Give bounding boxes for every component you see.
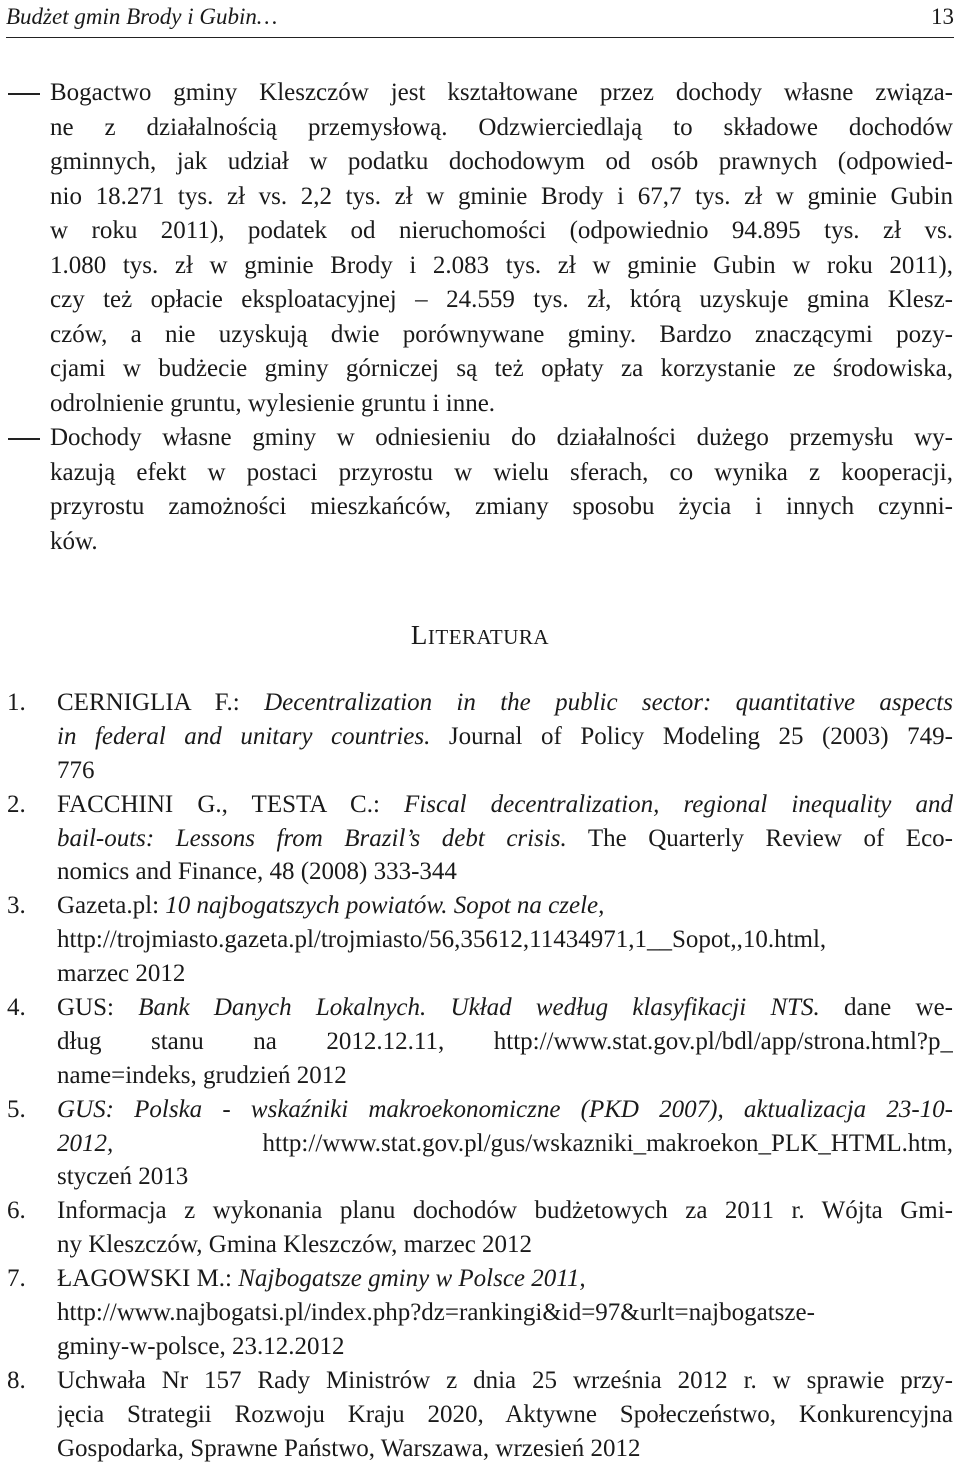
reference-number: 8. xyxy=(7,1366,26,1394)
text-line: przyrostu zamożności mieszkańców, zmiany sposobu życia i innych czynni- xyxy=(50,493,953,520)
dash-bullet xyxy=(8,93,40,95)
reference-url[interactable]: http://www.stat.gov.pl/gus/wskazniki_makroekon_PLK_HTML.htm, xyxy=(262,1129,953,1157)
body-text xyxy=(7,76,953,559)
text-line: czów, a nie uzyskują dwie porównywane gminy. Bardzo znaczącymi pozy- xyxy=(50,320,953,348)
text-line: name=indeks, grudzień 2012 xyxy=(57,1061,347,1089)
text-line: GUS: Bank Danych Lokalnych. Układ według klasyfikacji NTS. dane we- xyxy=(57,994,953,1022)
reference-number: 3. xyxy=(7,892,26,920)
text-line: gminy-w-polsce, 23.12.2012 xyxy=(57,1332,345,1360)
text-line: Bogactwo gminy Kleszczów jest kształtowane przez dochody własne związa- xyxy=(50,79,953,106)
text-line: ne z działalnością przemysłową. Odzwierciedlają to składowe dochodów xyxy=(50,113,953,141)
text-line: FACCHINI G., TESTA C.: Fiscal decentralization, regional inequality and xyxy=(57,790,953,818)
running-title: Budżet gmin Brody i Gubin… xyxy=(6,4,278,29)
text-line: czy też opłacie eksploatacyjnej – 24.559 tys. zł, którą uzyskuje gmina Klesz- xyxy=(50,286,953,313)
dash-item xyxy=(7,76,953,421)
page-number: 13 xyxy=(931,4,954,29)
text-line: Gospodarka, Sprawne Państwo, Warszawa, wrzesień 2012 xyxy=(57,1434,641,1462)
text-line: ŁAGOWSKI M.: Najbogatsze gminy w Polsce 2011, xyxy=(57,1265,586,1293)
text-line: Uchwała Nr 157 Rady Ministrów z dnia 25 września 2012 r. w sprawie przy- xyxy=(57,1366,953,1394)
reference-number: 4. xyxy=(7,994,26,1022)
reference-item xyxy=(7,991,953,1093)
text-line: kazują efekt w postaci przyrostu w wielu sferach, co wynika z kooperacji, xyxy=(50,458,953,486)
reference-number: 2. xyxy=(7,790,26,818)
text-line: Gazeta.pl: 10 najbogatszych powiatów. Sopot na czele, xyxy=(57,892,605,920)
text-line: cjami w budżecie gminy górniczej są też opłaty za korzystanie ze środowiska, xyxy=(50,355,953,382)
text-line: jęcia Strategii Rozwoju Kraju 2020, Aktywne Społeczeństwo, Konkurencyjna xyxy=(57,1400,953,1428)
reference-item xyxy=(7,1364,953,1465)
reference-number: 1. xyxy=(7,689,26,716)
text-line: GUS: Polska - wskaźniki makroekonomiczne (PKD 2007), aktualizacja 23-10- xyxy=(57,1095,953,1123)
text-line: 776 xyxy=(57,756,95,784)
text-line: odrolnienie gruntu, wylesienie gruntu i inne. xyxy=(50,389,496,417)
text-line: 2012, http://www.stat.gov.pl/gus/wskazniki_makroekon_PLK_HTML.htm, xyxy=(57,1129,953,1157)
dash-item xyxy=(7,421,953,559)
reference-number: 6. xyxy=(7,1197,26,1225)
text-line: ny Kleszczów, Gmina Kleszczów, marzec 2012 xyxy=(57,1231,533,1259)
reference-item xyxy=(7,788,953,890)
reference-url[interactable]: dług stanu na 2012.12.11, http://www.stat.gov.pl/bdl/app/strona.html?p_ xyxy=(57,1027,953,1055)
reference-url[interactable]: http://www.najbogatsi.pl/index.php?dz=rankingi&id=97&urlt=najbogatsze- xyxy=(57,1299,815,1327)
text-line: ków. xyxy=(50,527,98,555)
reference-item xyxy=(7,1194,953,1262)
reference-number: 7. xyxy=(7,1265,26,1293)
text-line: marzec 2012 xyxy=(57,960,186,988)
text-line: gminnych, jak udział w podatku dochodowym od osób prawnych (odpowied- xyxy=(50,148,953,175)
text-line: 1.080 tys. zł w gminie Brody i 2.083 tys. zł w gminie Gubin w roku 2011), xyxy=(50,251,953,279)
text-line: nio 18.271 tys. zł vs. 2,2 tys. zł w gminie Brody i 67,7 tys. zł w gminie Gubin xyxy=(50,182,953,210)
reference-item xyxy=(7,686,953,788)
reference-item xyxy=(7,1093,953,1195)
text-line: in federal and unitary countries. Journal of Policy Modeling 25 (2003) 749- xyxy=(57,722,953,750)
reference-item xyxy=(7,1262,953,1364)
reference-url[interactable]: http://trojmiasto.gazeta.pl/trojmiasto/56,35612,11434971,1__Sopot,,10.html, xyxy=(57,926,827,954)
text-line: nomics and Finance, 48 (2008) 333-344 xyxy=(57,858,457,886)
text-line: CERNIGLIA F.: Decentralization in the public sector: quantitative aspects xyxy=(57,689,953,716)
text-line: bail-outs: Lessons from Brazil’s debt crisis. The Quarterly Review of Eco- xyxy=(57,824,953,852)
text-line: Informacja z wykonania planu dochodów budżetowych za 2011 r. Wójta Gmi- xyxy=(57,1197,953,1225)
reference-list xyxy=(7,686,953,1465)
reference-item xyxy=(7,889,953,991)
literature-heading: LITERATURA xyxy=(410,620,550,650)
dash-bullet xyxy=(8,438,40,440)
text-line: styczeń 2013 xyxy=(57,1163,189,1191)
running-header xyxy=(6,0,954,38)
text-line: w roku 2011), podatek od nieruchomości (odpowiednio 94.895 tys. zł vs. xyxy=(50,217,953,244)
text-line: Dochody własne gminy w odniesieniu do działalności dużego przemysłu wy- xyxy=(50,424,953,451)
reference-number: 5. xyxy=(7,1095,26,1123)
